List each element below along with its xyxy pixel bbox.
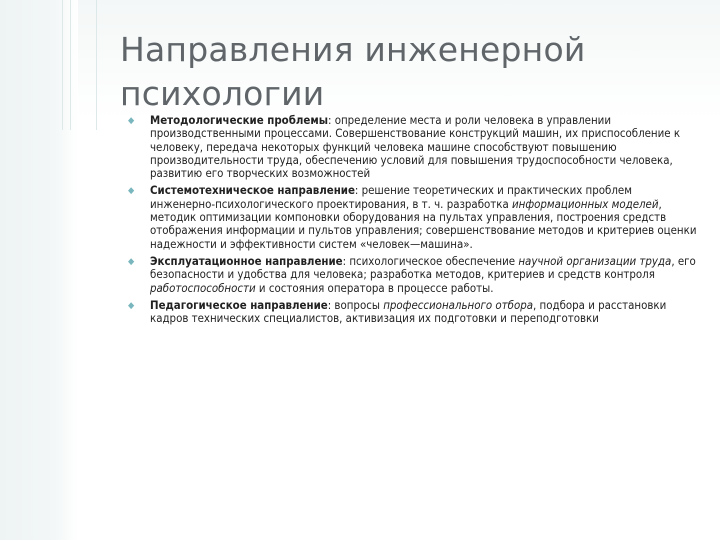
item-heading: Педагогическое направление <box>150 297 328 312</box>
item-text: , методик оптимизации компоновки оборудования на пультах управления, построения средств отображения информации и пультов управления; совершенствование методов и критериев оценки надежности и эффективности систем «человек—машина». <box>150 196 697 251</box>
diamond-bullet-icon: ◆ <box>128 300 135 311</box>
item-text: , его безопасности и удобства для человека; разработка методов, критериев и средств контроля <box>150 253 696 282</box>
list-item-systems <box>128 184 698 250</box>
decorative-line <box>70 0 71 130</box>
item-text: и состояния оператора в процессе работы. <box>255 280 494 295</box>
item-text: : решение теоретических и практических проблем инженерно-психологического проектирования, в т. ч. разработка <box>150 183 632 211</box>
item-emphasis: информационных моделей <box>512 196 659 211</box>
item-heading: Эксплуатационное направление <box>150 253 343 268</box>
item-text: : определение места и роли человека в управлении производственными процессами. Совершенствование конструкций машин, их приспособление к человеку, передача некоторых функций человека машине способствуют повышению производительности труда, обеспечению условий для повышения трудоспособности человека, развитию его творческих возможностей <box>150 113 681 181</box>
decorative-line <box>62 0 63 130</box>
item-text: : психологическое обеспечение <box>342 253 519 268</box>
item-heading: Методологические проблемы <box>150 113 328 127</box>
list-item-pedagogical <box>128 299 698 326</box>
title-line-2: психологии <box>120 74 325 113</box>
list-item-operational <box>128 255 698 295</box>
title-line-1: Направления инженерной <box>120 30 586 69</box>
item-text: : вопросы <box>327 297 384 312</box>
decorative-line <box>96 0 97 130</box>
item-emphasis: научной организации труда <box>518 253 672 268</box>
left-decoration <box>0 0 78 540</box>
diamond-bullet-icon: ◆ <box>128 256 135 267</box>
diamond-bullet-icon: ◆ <box>128 186 135 197</box>
list-item-methodological <box>128 114 698 180</box>
diamond-bullet-icon: ◆ <box>128 116 135 126</box>
item-emphasis: профессионального отбора <box>383 297 533 312</box>
item-emphasis: работоспособности <box>150 280 256 295</box>
content-list <box>128 114 698 329</box>
item-text: , подбора и расстановки кадров технических специалистов, активизация их подготовки и переподготовки <box>150 297 667 326</box>
item-heading: Системотехническое направление <box>150 183 355 198</box>
slide-title <box>120 28 680 116</box>
